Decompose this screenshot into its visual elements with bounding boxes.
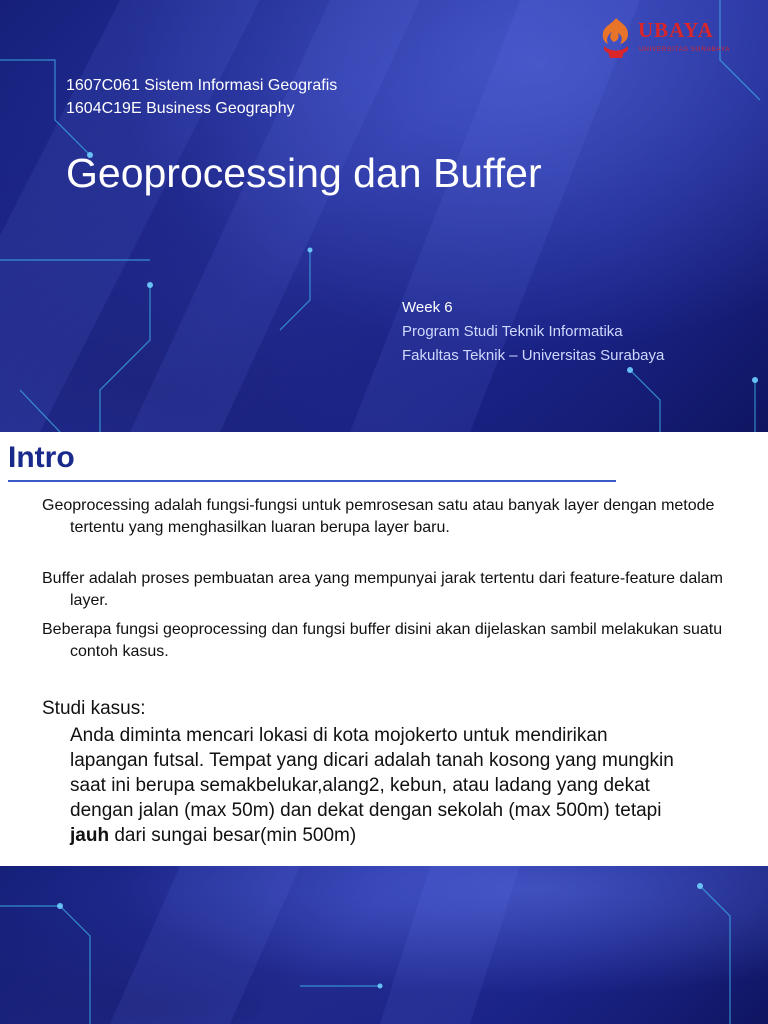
course-code-2: 1604C19E Business Geography: [66, 100, 295, 117]
case-text-part-2: dari sungai besar(min 500m): [109, 825, 357, 846]
ubaya-logo: [598, 16, 748, 64]
case-study-label: Studi kasus:: [42, 698, 146, 719]
week-label: Week 6: [402, 299, 453, 316]
heading-divider: [8, 480, 616, 482]
course-code-1: 1607C061 Sistem Informasi Geografis: [66, 77, 338, 94]
footer-circuit-lines: [0, 866, 768, 1024]
case-text-part-1: Anda diminta mencari lokasi di kota mojokerto untuk mendirikan lapangan futsal. Tempat yang dicari adalah tanah kosong yang mungkin saat ini berupa semakbelukar,alang2, kebun, atau ladang yang dekat dengan jalan (max 50m) dan dekat dengan sekolah (max 500m) tetapi: [70, 725, 674, 821]
ubaya-emblem-icon: [598, 16, 634, 60]
intro-heading: Intro: [8, 441, 75, 474]
paragraph-buffer: Buffer adalah proses pembuatan area yang mempunyai jarak tertentu dari feature-feature dalam layer.: [42, 570, 723, 609]
program-label: Program Studi Teknik Informatika: [402, 323, 623, 340]
slide-title: Geoprocessing dan Buffer: [66, 150, 542, 196]
paragraph-functions: Beberapa fungsi geoprocessing dan fungsi buffer disini akan dijelaskan sambil melakukan suatu contoh kasus.: [42, 621, 723, 660]
faculty-label: Fakultas Teknik – Universitas Surabaya: [402, 347, 665, 364]
logo-name: UBAYA: [638, 18, 714, 42]
logo-subtitle: UNIVERSITAS SURABAYA: [639, 46, 731, 53]
title-slide: [0, 0, 768, 432]
next-slide-background: [0, 866, 768, 1024]
paragraph-geoprocessing: Geoprocessing adalah fungsi-fungsi untuk pemrosesan satu atau banyak layer dengan metode tertentu yang menghasilkan luaran berupa layer baru.: [42, 497, 715, 536]
case-study-text: [70, 723, 690, 848]
case-text-emphasis: jauh: [70, 825, 110, 846]
